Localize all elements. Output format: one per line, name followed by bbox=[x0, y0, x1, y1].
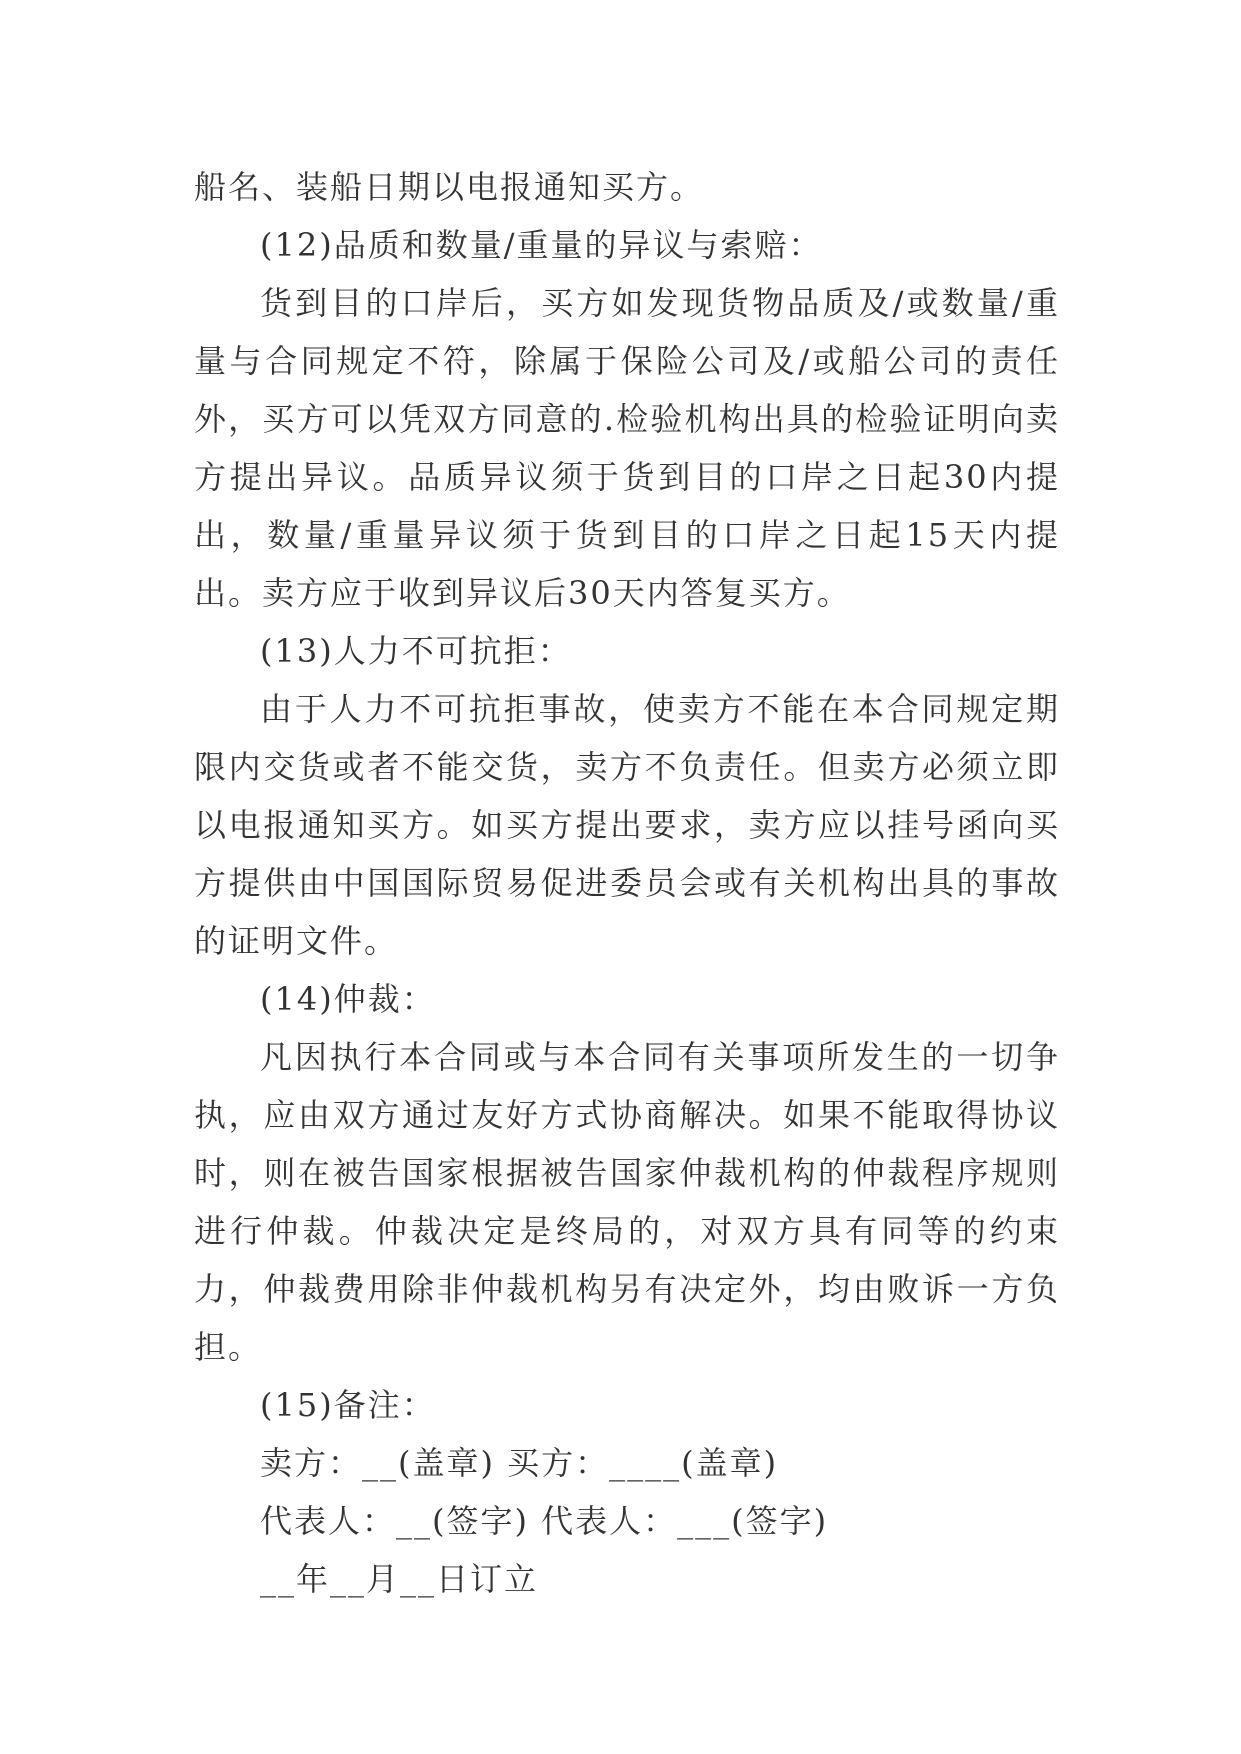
paragraph-shipping-notice: 船名、装船日期以电报通知买方。 bbox=[194, 168, 705, 206]
clause-14-body: 凡因执行本合同或与本合同有关事项所发生的一切争执，应由双方通过友好方式协商解决。如果不能取得协议时，则在被告国家根据被告国家仲裁机构的仲裁程序规则进行仲裁。仲裁决定是终局的，对双方具有同等的约束力，仲裁费用除非仲裁机构另有决定外，均由败诉一方负担。 bbox=[194, 1038, 1060, 1366]
clause-15-heading: (15)备注： bbox=[260, 1386, 436, 1424]
clause-13-heading: (13)人力不可抗拒： bbox=[260, 632, 572, 670]
clause-12-heading: (12)品质和数量/重量的异议与索赔： bbox=[260, 226, 823, 264]
signature-date-line: __年__月__日订立 bbox=[260, 1560, 539, 1598]
clause-12-body: 货到目的口岸后，买方如发现货物品质及/或数量/重量与合同规定不符，除属于保险公司及/或船公司的责任外，买方可以凭双方同意的.检验机构出具的检验证明向卖方提出异议。品质异议须于货到目的口岸之日起30内提出，数量/重量异议须于货到目的口岸之日起15天内提出。卖方应于收到异议后30天内答复买方。 bbox=[194, 284, 1060, 612]
document-body bbox=[194, 158, 1060, 1608]
signature-representative-line: 代表人：__(签字) 代表人：___(签字) bbox=[260, 1502, 829, 1540]
signature-seal-line: 卖方：__(盖章) 买方：____(盖章) bbox=[260, 1444, 779, 1482]
clause-14-heading: (14)仲裁： bbox=[260, 980, 436, 1018]
clause-13-body: 由于人力不可抗拒事故，使卖方不能在本合同规定期限内交货或者不能交货，卖方不负责任。但卖方必须立即以电报通知买方。如买方提出要求，卖方应以挂号函向买方提供由中国国际贸易促进委员会或有关机构出具的事故的证明文件。 bbox=[194, 690, 1060, 960]
